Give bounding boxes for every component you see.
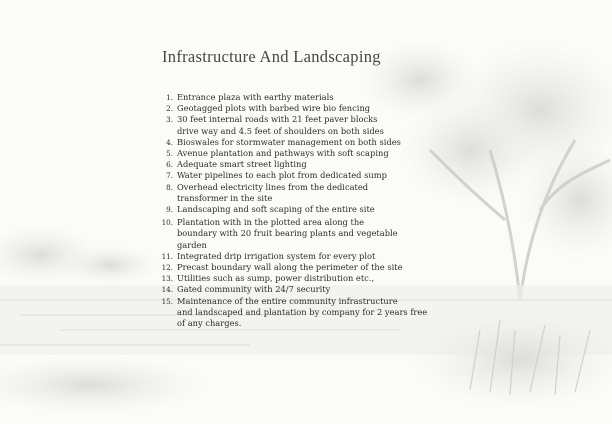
item-text: Gated community with 24/7 security bbox=[177, 284, 331, 295]
item-text: Maintenance of the entire community infrastructure and landscaped and plantation by company for 2 years free of any charges. bbox=[177, 295, 428, 329]
list-item bbox=[158, 103, 458, 114]
list-item bbox=[158, 137, 458, 148]
item-number: 9. bbox=[166, 205, 173, 215]
list-item bbox=[158, 262, 458, 273]
item-text: Water pipelines to each plot from dedicated sump bbox=[177, 170, 387, 181]
item-number: 3. bbox=[166, 115, 173, 125]
list-item bbox=[158, 159, 458, 170]
list-item bbox=[158, 273, 458, 284]
item-text: Bioswales for stormwater management on both sides bbox=[177, 136, 401, 147]
item-number: 2. bbox=[166, 104, 173, 114]
list-item bbox=[158, 148, 458, 159]
item-number: 11. bbox=[161, 251, 173, 261]
list-item bbox=[158, 217, 458, 251]
item-text: 30 feet internal roads with 21 feet paver blocks drive way and 4.5 feet of shoulders on both sides bbox=[177, 114, 384, 136]
list-item bbox=[158, 251, 458, 262]
list-item bbox=[158, 114, 458, 136]
item-number: 7. bbox=[166, 171, 173, 181]
item-text: Precast boundary wall along the perimeter of the site bbox=[177, 262, 403, 273]
item-text: Entrance plaza with earthy materials bbox=[177, 92, 334, 102]
item-text: Landscaping and soft scaping of the entire site bbox=[177, 204, 375, 215]
item-number: 13. bbox=[161, 274, 173, 284]
item-number: 15. bbox=[161, 296, 173, 306]
list-item bbox=[158, 182, 458, 204]
item-number: 14. bbox=[161, 285, 173, 295]
list-item bbox=[158, 204, 458, 215]
list-item bbox=[158, 284, 458, 295]
item-text: Plantation with in the plotted area along the boundary with 20 fruit bearing plants and vegetable garden bbox=[177, 217, 398, 250]
item-text: Utilities such as sump, power distribution etc., bbox=[177, 273, 375, 284]
item-text: Geotagged plots with barbed wire bio fencing bbox=[177, 103, 371, 114]
item-text: Overhead electricity lines from the dedicated transformer in the site bbox=[177, 181, 369, 203]
amenities-list bbox=[158, 92, 458, 329]
item-number: 5. bbox=[166, 149, 173, 159]
item-number: 6. bbox=[166, 160, 173, 170]
list-item bbox=[158, 92, 458, 103]
list-item bbox=[158, 170, 458, 181]
page-title: Infrastructure And Landscaping bbox=[162, 47, 381, 66]
item-number: 8. bbox=[166, 182, 173, 192]
item-text: Avenue plantation and pathways with soft scaping bbox=[177, 148, 389, 159]
item-text: Integrated drip irrigation system for every plot bbox=[177, 250, 376, 261]
item-number: 4. bbox=[166, 137, 173, 147]
item-text: Adequate smart street lighting bbox=[177, 159, 307, 170]
item-number: 1. bbox=[166, 93, 173, 102]
item-number: 12. bbox=[161, 263, 173, 273]
list-item bbox=[158, 296, 458, 330]
item-number: 10. bbox=[161, 218, 173, 228]
